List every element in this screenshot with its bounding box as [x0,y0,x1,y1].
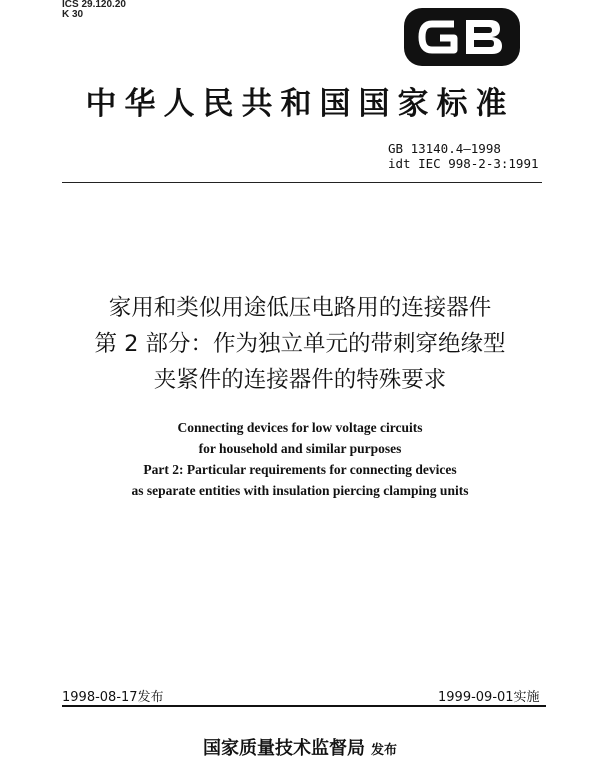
issue-date: 1998-08-17发布 [62,690,164,705]
national-standard-title: 中华人民共和国国家标准 [85,86,515,122]
gb-logo-icon [402,6,522,68]
chinese-title-line-3: 夹紧件的连接器件的特殊要求 [153,367,447,393]
standard-number-block [388,141,539,171]
footer-divider [62,705,546,707]
ics-code-block [62,0,126,20]
chinese-title [0,290,600,398]
english-title-line-4: as separate entities with insulation piercing clamping units [131,483,469,498]
publisher-name: 国家质量技术监督局 [202,738,365,759]
english-title-line-3: Part 2: Particular requirements for connecting devices [143,462,457,477]
gb-logo-text: GB [461,66,463,67]
publisher-line [0,734,600,760]
idt-reference: idt IEC 998-2-3:1991 [388,156,539,171]
header-divider [62,182,542,183]
english-title [0,417,600,501]
english-title-line-2: for household and similar purposes [198,441,402,456]
effective-date: 1999-09-01实施 [438,690,540,705]
publisher-suffix: 发布 [370,743,397,758]
chinese-title-line-2: 第 2 部分：作为独立单元的带刺穿绝缘型 [94,331,506,357]
english-title-line-1: Connecting devices for low voltage circuits [177,420,423,435]
ics-code: ICS 29.120.20 [62,0,126,10]
gb-logo [402,6,522,68]
chinese-title-line-1: 家用和类似用途低压电路用的连接器件 [108,295,492,321]
standard-number: GB 13140.4—1998 [388,141,501,156]
category-code: K 30 [62,9,84,20]
